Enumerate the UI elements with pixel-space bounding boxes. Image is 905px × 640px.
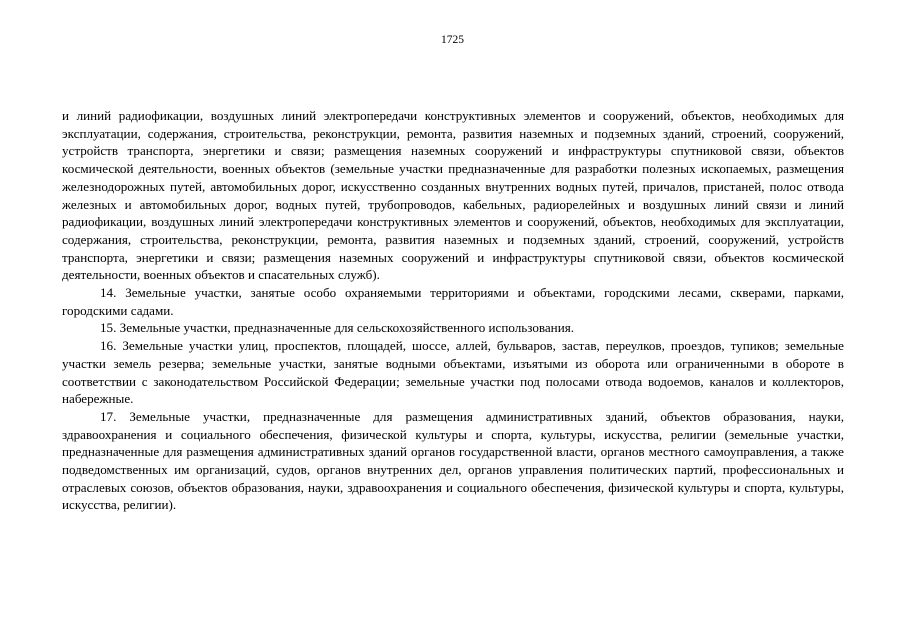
paragraph-item-15: 15. Земельные участки, предназначенные для сельскохозяйственного использования.: [100, 320, 574, 336]
paragraph-item-17: 17. Земельные участки, предназначенные для размещения административных зданий, объектов образования, науки, здравоохранения и социального обеспечения, физической культуры и спорта, культуры, искусства, религии (земельные участки, предназначенные для размещения административных зданий органов государственной власти, органов местного самоуправления, а также подведомственных им организаций, судов, органов внутренних дел, органов управления политических партий, профессиональных и отраслевых союзов, объектов образования, науки, здравоохранения и социального обеспечения, физической культуры и спорта, культуры, искусства, религии).: [62, 408, 844, 513]
page-number: 1725: [441, 34, 464, 46]
paragraph-item-14: 14. Земельные участки, занятые особо охраняемыми территориями и объектами, городскими лесами, скверами, парками, городскими садами.: [62, 285, 844, 318]
paragraph-item-16: 16. Земельные участки улиц, проспектов, площадей, шоссе, аллей, бульваров, застав, переулков, проездов, тупиков; земельные участки земель резерва; земельные участки, занятые водными объектами, изъятыми из оборота или ограниченными в обороте в соответствии с законодательством Российской Федерации; земельные участки под полосами отвода водоемов, каналов и коллекторов, набережные.: [62, 338, 844, 407]
paragraph-continuation: и линий радиофикации, воздушных линий электропередачи конструктивных элементов и сооружений, объектов, необходимых для эксплуатации, содержания, строительства, реконструкции, ремонта, развития наземных и подземных зданий, строений, сооружений, устройств транспорта, энергетики и связи; размещения наземных сооружений и инфраструктуры спутниковой связи, объектов космической деятельности, военных объектов (земельные участки предназначенные для разработки полезных ископаемых, размещения железнодорожных путей, автомобильных дорог, искусственно созданных внутренних водных путей, причалов, пристаней, полос отвода железных и автомобильных дорог, водных путей, трубопроводов, кабельных, радиорелейных и воздушных линий связи и линий радиофикации, воздушных линий электропередачи конструктивных элементов и сооружений, объектов, необходимых для эксплуатации, содержания, строительства, реконструкции, ремонта, развития наземных и подземных зданий, строений, сооружений, устройств транспорта, энергетики и связи; размещения наземных сооружений и инфраструктуры спутниковой связи, объектов космической деятельности, военных объектов и спасательных служб).: [62, 108, 844, 283]
body-text: [62, 107, 844, 514]
